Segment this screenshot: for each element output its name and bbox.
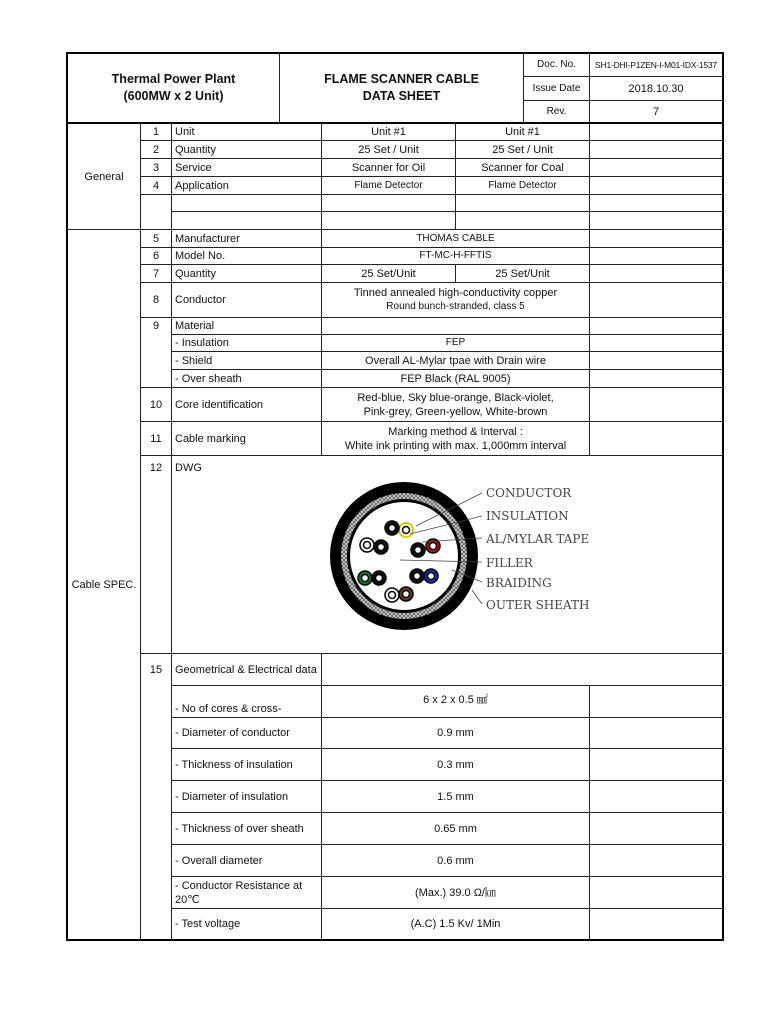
drawing-label-insulation: INSULATION [486,509,569,523]
marking-line-2: White ink printing with max. 1,000mm interval [344,439,567,452]
general-application-col1: Flame Detector [354,179,423,191]
row-number: 11 [150,432,162,445]
electrical-value: 6 x 2 x 0.5 ㎟ [423,694,488,706]
doc-no-label: Doc. No. [537,59,576,70]
manufacturer-value: THOMAS CABLE [416,232,495,244]
row-label: Core identification [175,398,264,411]
conductor-line-1: Tinned annealed high-conductivity copper [353,287,558,299]
section-general: General [84,170,124,183]
shield-value: Overall AL-Mylar tpae with Drain wire [365,354,546,367]
general-service-col1: Scanner for Oil [351,161,426,174]
row-label: Quantity [175,143,216,156]
row-number: 15 [149,663,163,676]
rev-label: Rev. [546,105,567,117]
section-cable-spec: Cable SPEC. [71,578,137,591]
general-application-col2: Flame Detector [488,179,557,191]
title-line-1: FLAME SCANNER CABLE [324,72,479,86]
row-label: Manufacturer [175,232,240,245]
electrical-label: - Thickness of insulation [175,758,293,771]
row-label: Cable marking [175,432,246,445]
general-quantity-col1: 25 Set / Unit [358,143,419,156]
row-number: 6 [152,250,160,262]
row-number: 9 [152,320,160,332]
conductor-value [322,283,589,317]
general-unit-col2: Unit #1 [505,125,540,138]
electrical-value: 0.9 mm [437,727,474,739]
electrical-label: - Test voltage [175,918,241,930]
row-label: DWG [175,462,202,474]
row-label: Geometrical & Electrical data [175,663,317,676]
issue-date-value: 2018.10.30 [628,82,684,95]
row-number: 10 [149,398,163,411]
electrical-value: (A.C) 1.5 Kv/ 1Min [410,918,501,930]
row-label: Quantity [175,267,216,280]
electrical-value: 1.5 mm [437,790,474,803]
electrical-value: (Max.) 39.0 Ω/㎞ [415,886,496,899]
doc-no-value: SH1-DHI-P1ZEN-I-M01-IDX-1537 [595,60,717,70]
issue-date-label: Issue Date [532,82,581,94]
row-label: Material [175,320,215,332]
row-number: 7 [152,267,160,280]
electrical-value: 0.65 mm [434,822,477,835]
rev-value: 7 [652,105,660,118]
drawing-label-conductor: CONDUCTOR [486,486,572,500]
electrical-value: 0.3 mm [437,758,474,771]
cable-section-graphic [330,482,482,630]
title-line-2: DATA SHEET [362,89,441,103]
cable-marking-value [322,422,589,455]
plant-capacity: (600MW x 2 Unit) [123,89,224,103]
core-identification-value [322,388,589,421]
general-unit-col1: Unit #1 [371,125,406,138]
row-label: Application [175,179,229,192]
row-number: 2 [152,143,160,156]
general-quantity-col2: 25 Set / Unit [492,143,553,156]
drawing-label-al-mylar-tape: AL/MYLAR TAPE [486,532,590,546]
drawing-label-braiding: BRAIDING [486,576,552,590]
electrical-label: - Diameter of insulation [175,790,289,803]
row-label: - Over sheath [175,372,242,385]
drawing-label-filler: FILLER [486,556,533,570]
spec-quantity-col2: 25 Set/Unit [495,267,550,280]
electrical-label: - Overall diameter [175,854,263,867]
row-number: 12 [149,462,163,474]
row-label: - Shield [175,354,213,367]
spec-quantity-col1: 25 Set/Unit [361,267,416,280]
row-number: 4 [152,179,160,192]
row-label: - Insulation [175,337,229,349]
marking-line-1: Marking method & Interval : [388,425,523,438]
core-id-line-2: Pink-grey, Green-yellow, White-brown [363,405,548,418]
document-title [280,54,523,122]
electrical-label: - Thickness of over sheath [175,822,304,835]
cable-cross-section-drawing [322,470,618,642]
row-label: Conductor [175,294,226,306]
electrical-label: - Diameter of conductor [175,727,290,739]
plant-title [68,54,279,122]
general-service-col2: Scanner for Coal [481,161,564,174]
conductor-line-2: Round bunch-stranded, class 5 [386,301,525,312]
row-number: 5 [152,232,160,245]
over-sheath-value: FEP Black (RAL 9005) [400,372,511,385]
electrical-value: 0.6 mm [437,854,474,867]
row-label: Model No. [175,250,226,262]
row-number: 8 [152,294,160,306]
row-label: Unit [175,125,195,138]
company-name: Thermal Power Plant [111,72,236,86]
electrical-label: - Conductor Resistance at 20℃ [175,879,303,906]
row-number: 3 [152,161,160,174]
drawing-label-outer-sheath: OUTER SHEATH [486,598,590,612]
insulation-value: FEP [445,337,466,348]
row-label: Service [175,161,212,174]
core-id-line-1: Red-blue, Sky blue-orange, Black-violet, [357,391,554,404]
row-number: 1 [152,125,160,138]
model-value: FT-MC-H-FFTIS [419,250,492,261]
electrical-label: - No of cores & cross- [175,703,282,715]
